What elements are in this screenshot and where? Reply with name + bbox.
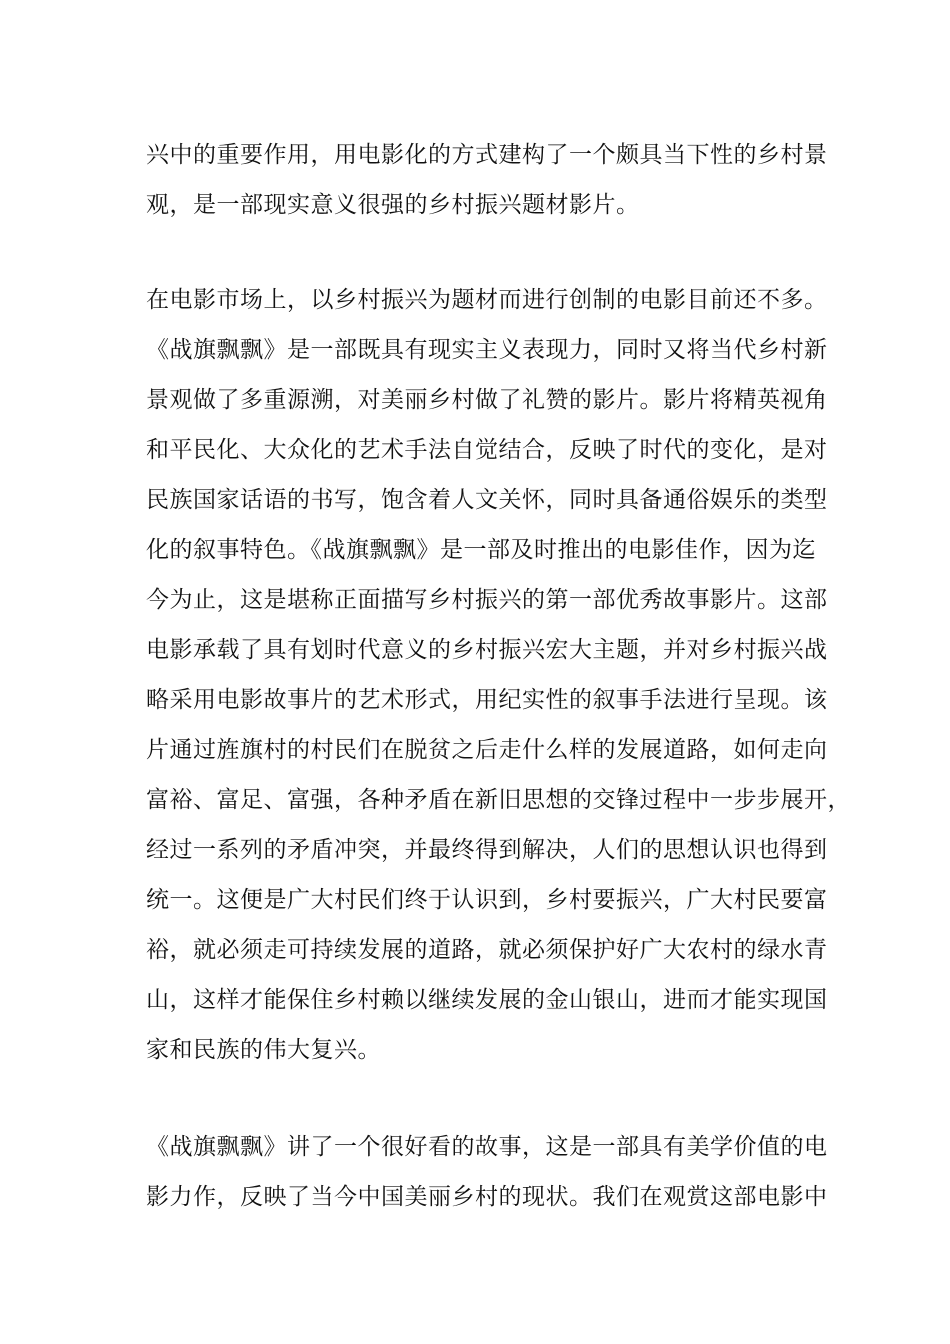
- paragraph-3: [146, 1122, 826, 1222]
- text-line: 电影承载了具有划时代意义的乡村振兴宏大主题，并对乡村振兴战: [146, 637, 828, 663]
- text-line: 兴中的重要作用，用电影化的方式建构了一个颇具当下性的乡村景: [146, 142, 828, 168]
- text-line: 片通过旌旗村的村民们在脱贫之后走什么样的发展道路，如何走向: [146, 737, 828, 763]
- text-line: 观，是一部现实意义很强的乡村振兴题材影片。: [146, 192, 640, 218]
- paragraph-2: [146, 275, 851, 1075]
- text-line: 家和民族的伟大复兴。: [146, 1037, 381, 1063]
- text-line: 景观做了多重源溯，对美丽乡村做了礼赞的影片。影片将精英视角: [146, 387, 828, 413]
- text-line: 山，这样才能保住乡村赖以继续发展的金山银山，进而才能实现国: [146, 987, 828, 1013]
- text-line: 经过一系列的矛盾冲突，并最终得到解决，人们的思想认识也得到: [146, 837, 828, 863]
- paragraph-1: [146, 130, 826, 230]
- text-line: 和平民化、大众化的艺术手法自觉结合，反映了时代的变化，是对: [146, 437, 828, 463]
- text-line: 化的叙事特色。《战旗飘飘》是一部及时推出的电影佳作，因为迄: [146, 537, 816, 563]
- text-line: 略采用电影故事片的艺术形式，用纪实性的叙事手法进行呈现。该: [146, 687, 828, 713]
- text-line: 《战旗飘飘》是一部既具有现实主义表现力，同时又将当代乡村新: [146, 337, 828, 363]
- text-line: 民族国家话语的书写，饱含着人文关怀，同时具备通俗娱乐的类型: [146, 487, 828, 513]
- text-line: 裕，就必须走可持续发展的道路，就必须保护好广大农村的绿水青: [146, 937, 828, 963]
- text-line: 今为止，这是堪称正面描写乡村振兴的第一部优秀故事影片。这部: [146, 587, 828, 613]
- text-line: 影力作，反映了当今中国美丽乡村的现状。我们在观赏这部电影中: [146, 1184, 828, 1210]
- text-line: 《战旗飘飘》讲了一个很好看的故事，这是一部具有美学价值的电: [146, 1134, 828, 1160]
- text-line: 统一。这便是广大村民们终于认识到，乡村要振兴，广大村民要富: [146, 887, 828, 913]
- text-line: 在电影市场上，以乡村振兴为题材而进行创制的电影目前还不多。: [146, 287, 828, 313]
- text-line: 富裕、富足、富强，各种矛盾在新旧思想的交锋过程中一步步展开，: [146, 787, 851, 813]
